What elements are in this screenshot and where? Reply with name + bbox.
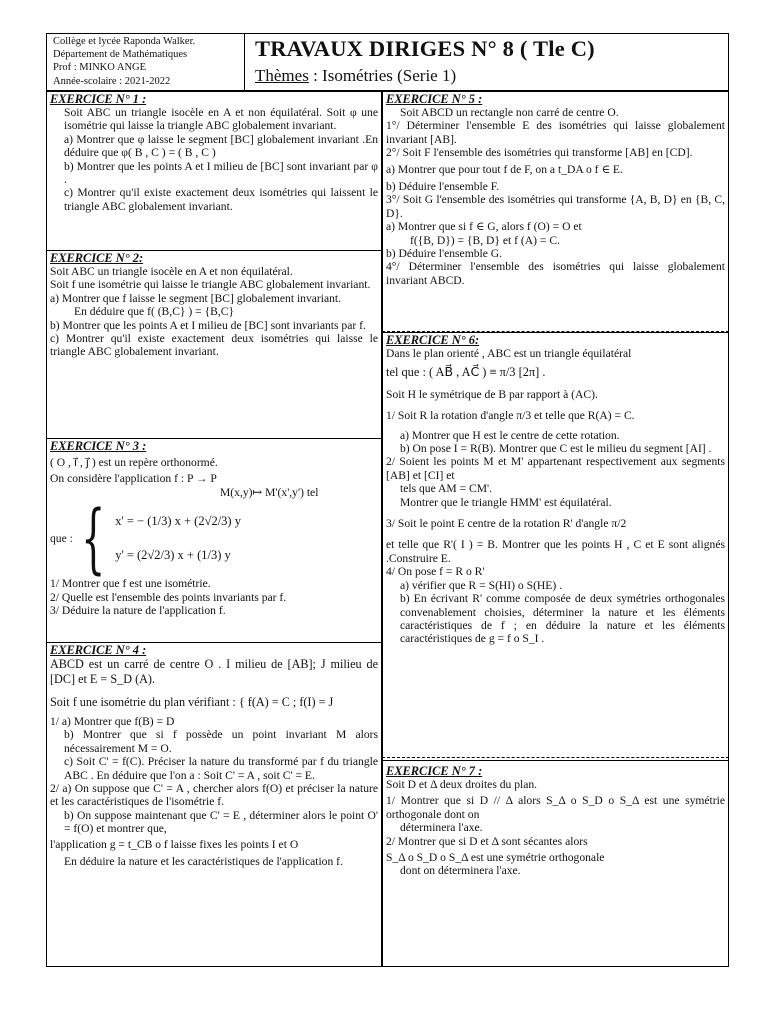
ex-text: b) On pose I = R(B). Montrer que C est le milieu du segment [AI] . <box>400 442 712 456</box>
exercise-6 <box>383 332 728 760</box>
ex-text: tel que : ( AB⃗ , AC⃗ ) ≡ π/3 [2π] . <box>386 365 546 380</box>
ex-text: 2/ Soient les points M et M' appartenant respectivement aux segments [AB] et [CI] et <box>386 455 725 482</box>
ex-text: b) Déduire l'ensemble F. <box>386 180 500 194</box>
exercise-7 <box>383 760 728 968</box>
ex-text: c) Montrer qu'il existe exactement deux isométries qui laisse le triangle ABC globalement invariant. <box>50 332 378 359</box>
ex-text: 3/ Soit le point E centre de la rotation R' d'angle π/2 <box>386 517 627 531</box>
ex-text: Soit ABCD un rectangle non carré de centre O. <box>400 106 619 119</box>
ex-text: a) Montrer que H est le centre de cette rotation. <box>400 428 620 442</box>
left-column <box>46 91 382 967</box>
ex-text: 2°/ Soit F l'ensemble des isométries qui transforme [AB] en [CD]. <box>386 146 693 160</box>
ex-text: En déduire la nature et les caractéristiques de l'application f. <box>64 855 343 869</box>
right-column <box>382 91 729 967</box>
ex-text: Soit D et Δ deux droites du plan. <box>386 778 538 791</box>
ex-text: 2/ Montrer que si D et Δ sont sécantes alors <box>386 834 588 848</box>
exercise-title: EXERCICE N° 4 : <box>50 643 147 657</box>
equation-2: y' = (2√2/3) x + (1/3) y <box>115 548 231 563</box>
ex-text: a) Montrer que φ laisse le segment [BC] globalement invariant .En déduire que φ( B , C ) = ( B , C ) <box>64 132 378 160</box>
themes <box>255 66 456 86</box>
exercise-1 <box>47 92 381 250</box>
ex-text: Soit H le symétrique de B par rapport à (AC). <box>386 387 598 401</box>
exercise-title: EXERCICE N° 7 : <box>386 764 483 778</box>
ex-text: ( O , i⃗ , j⃗ ) est un repère orthonormé. <box>50 456 218 469</box>
ex-text: tels que AM = CM'. <box>400 482 493 496</box>
ex-text: a) Montrer que f laisse le segment [BC] globalement invariant. <box>50 291 342 305</box>
que-label: que : <box>50 531 73 545</box>
exercise-3 <box>47 438 381 642</box>
ex-text: M(x,y)↦ M'(x',y') tel <box>220 485 319 499</box>
school-line: Département de Mathématiques <box>53 49 188 61</box>
ex-text: 4/ On pose f = R o R' <box>386 565 485 579</box>
ex-text: l'application g = t_CB o f laisse fixes les points I et O <box>50 837 299 851</box>
ex-text: ABCD est un carré de centre O . I milieu de [AB]; J milieu de [DC] et E = S_D (A). <box>50 657 378 686</box>
ex-text: Soit ABC un triangle isocèle en A et non équilatéral. Soit φ une isométrie qui laisse la triangle ABC globalement invariant. <box>64 106 378 133</box>
school-line: Année-scolaire : 2021-2022 <box>53 75 171 87</box>
themes-label: Thèmes <box>255 66 309 85</box>
ex-text: En déduire que f( (B,C} ) = {B,C} <box>74 305 235 319</box>
ex-text: c) Montrer qu'il existe exactement deux isométries qui laissent le triangle ABC globalement invariant. <box>64 186 378 213</box>
ex-text: 1°/ Déterminer l'ensemble E des isométries qui laisse globalement invariant [AB]. <box>386 119 725 146</box>
brace-icon: { <box>80 493 106 583</box>
school-line: Collège et lycée Raponda Walker. <box>53 36 196 47</box>
ex-text: 2/ Quelle est l'ensemble des points invariants par f. <box>50 590 287 604</box>
equation-system <box>50 493 378 583</box>
equation-1: x' = − (1/3) x + (2√2/3) y <box>115 514 241 529</box>
ex-text: 1/ Montrer que f est une isométrie. <box>50 577 211 591</box>
exercise-title: EXERCICE N° 2: <box>50 251 144 265</box>
ex-text: dont on déterminera l'axe. <box>400 864 521 878</box>
exercise-title: EXERCICE N° 3 : <box>50 439 147 453</box>
ex-text: a) Montrer que pour tout f de F, on a t_DA o f ∈ E. <box>386 162 623 176</box>
ex-text: a) Montrer que si f ∈ G, alors f (O) = O et <box>386 220 582 234</box>
exercise-5 <box>383 92 728 332</box>
exercise-4 <box>47 642 381 968</box>
ex-text: b) Déduire l'ensemble G. <box>386 247 503 261</box>
equations <box>115 511 241 565</box>
ex-text: Soit f une isométrie du plan vérifiant : { f(A) = C ; f(I) = J <box>50 695 334 709</box>
ex-text: b) Montrer que les points A et I milieu de [BC] sont invariant par φ . <box>64 159 378 187</box>
ex-text: f({B, D}) = {B, D} et f (A) = C. <box>410 233 560 247</box>
ex-text: c) Soit C' = f(C). Préciser la nature du transformé par f du triangle ABC . En déduire que l'on a : Soit C' = A , soit C' = E. <box>64 755 378 782</box>
ex-text: 3/ Déduire la nature de l'application f. <box>50 604 226 618</box>
ex-text: et telle que R'( I ) = B. Montrer que les points H , C et E sont alignés .Construire E. <box>386 538 725 565</box>
ex-text: déterminera l'axe. <box>400 821 483 835</box>
exercise-2 <box>47 250 381 438</box>
ex-text: 4°/ Déterminer l'ensemble des isométries qui laisse globalement invariant ABCD. <box>386 260 725 287</box>
school-line: Prof : MINKO ANGE <box>53 62 147 74</box>
ex-text: b) En écrivant R' comme composée de deux symétries orthogonales convenablement choisies, déterminer la nature et les éléments caractéristiques de f ; en déduire la nature et les éléments caractéristiques de g = f o S_I . <box>400 592 725 646</box>
school-info <box>47 34 245 90</box>
ex-text: 1/ Montrer que si D // Δ alors S_Δ o S_D o S_Δ est une symétrie orthogonale dont on <box>386 794 725 821</box>
header <box>46 33 729 91</box>
ex-text: b) Montrer que les points A et I milieu de [BC] sont invariants par f. <box>50 318 366 332</box>
ex-text: Soit ABC un triangle isocèle en A et non équilatéral. <box>50 265 293 278</box>
ex-text: 1/ Soit R la rotation d'angle π/3 et telle que R(A) = C. <box>386 409 635 423</box>
ex-text: 3°/ Soit G l'ensemble des isométries qui transforme {A, B, D} en {B, C, D}. <box>386 193 725 220</box>
themes-text: : Isométries (Serie 1) <box>308 66 457 85</box>
ex-text: 2/ a) On suppose que C' = A , chercher alors f(O) et préciser la nature et les caractéristiques de l'isométrie f. <box>50 782 378 809</box>
exercise-title: EXERCICE N° 6: <box>386 333 480 347</box>
page-title: TRAVAUX DIRIGES N° 8 ( Tle C) <box>255 36 595 61</box>
exercise-title: EXERCICE N° 1 : <box>50 92 147 106</box>
ex-text: S_Δ o S_D o S_Δ est une symétrie orthogonale <box>386 851 605 865</box>
ex-text: b) On suppose maintenant que C' = E , déterminer alors le point O' = f(O) et montrer que, <box>64 808 378 836</box>
ex-text: Dans le plan orienté , ABC est un triangle équilatéral <box>386 347 632 360</box>
ex-text: a) vérifier que R = S(HI) o S(HE) . <box>400 578 563 592</box>
ex-text: Soit f une isométrie qui laisse le triangle ABC globalement invariant. <box>50 278 371 292</box>
ex-text: Montrer que le triangle HMM' est équilatéral. <box>400 495 612 509</box>
ex-text: On considère l'application f : P → P <box>50 472 217 486</box>
exercise-title: EXERCICE N° 5 : <box>386 92 483 106</box>
ex-text: 1/ a) Montrer que f(B) = D <box>50 715 175 728</box>
ex-text: b) Montrer que si f possède un point invariant M alors nécessairement M = O. <box>64 728 378 755</box>
